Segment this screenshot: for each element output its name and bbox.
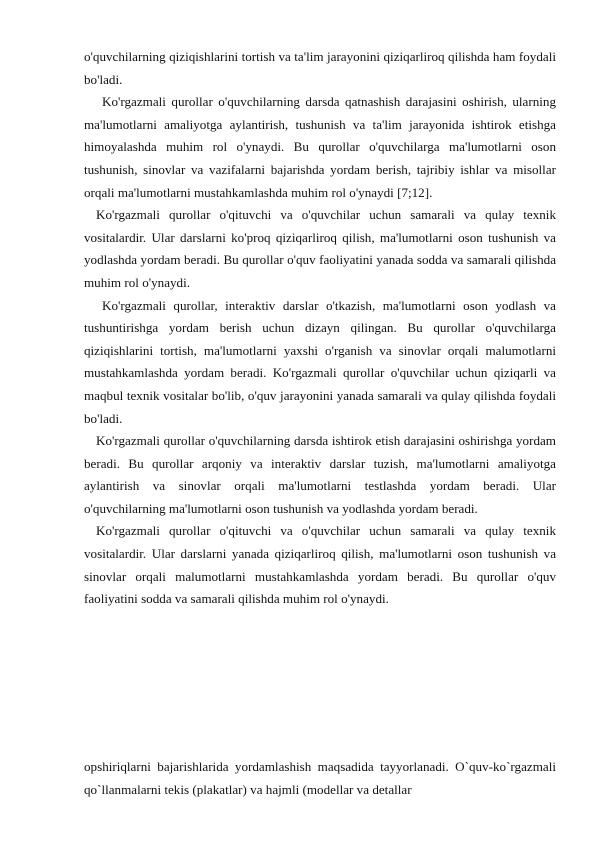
- paragraph-4: Ko'rgazmali qurollar, interaktiv darslar o'tkazish, ma'lumotlarni oson yodlash va tushuntirishga yordam berish uchun dizayn qilingan. Bu qurollar o'quvchilarga qiziqishlarini tortish, ma'lumotlarni yaxshi o'rganish va sinovlar orqali malumotlarni mustahkamlashda yordam beradi. Ko'rgazmali qurollar o'quvchilar uchun qiziqarli va maqbul texnik vositalar bo'lib, o'quv jarayonini yanada samarali va qulay qilishda foydali bo'ladi.: [84, 297, 556, 426]
- paragraph-1: o'quvchilarning qiziqishlarini tortish va ta'lim jarayonini qiziqarliroq qilishda ham foydali bo'ladi.: [84, 49, 556, 87]
- paragraph-3: Ko'rgazmali qurollar o'qituvchi va o'quvchilar uchun samarali va qulay texnik vositalardir. Ular darslarni ko'proq qiziqarliroq qilish, ma'lumotlarni oson tushunish va yodlashda yordam beradi. Bu qurollar o'quv faoliyatini yanada sodda va samarali qilishda muhim rol o'ynaydi.: [84, 207, 556, 290]
- paragraph-5: Ko'rgazmali qurollar o'quvchilarning darsda ishtirok etish darajasini oshirishga yordam beradi. Bu qurollar arqoniy va interaktiv darslar tuzish, ma'lumotlarni amaliyotga aylantirish va sinovlar orqali ma'lumotlarni testlashda yordam beradi. Ular o'quvchilarning ma'lumotlarni oson tushunish va yodlashda yordam beradi.: [84, 433, 556, 516]
- paragraph-continuation: opshiriqlarni bajarishlarida yordamlashish maqsadida tayyorlanadi. O`quv-ko`rgazmali qo`llanmalarni tekis (plakatlar) va hajmli (modellar va detallar: [84, 759, 556, 797]
- paragraph-6: Ko'rgazmali qurollar o'qituvchi va o'quvchilar uchun samarali va qulay texnik vositalardir. Ular darslarni yanada qiziqarliroq qilish, ma'lumotlarni oson tushunish va sinovlar orqali malumotlarni mustahkamlashda yordam beradi. Bu qurollar o'quv faoliyatini sodda va samarali qilishda muhim rol o'ynaydi.: [84, 523, 556, 607]
- continuation-text-block: [84, 756, 556, 801]
- main-text-block: [84, 46, 556, 611]
- paragraph-2: Ko'rgazmali qurollar o'quvchilarning darsda qatnashish darajasini oshirish, ularning ma'lumotlarni amaliyotga aylantirish, tushunish va ta'lim jarayonida ishtirok etishga himoyalashda muhim rol o'ynaydi. Bu qurollar o'quvchilarga ma'lumotlarni oson tushunish, sinovlar va vazifalarni bajarishda yordam berish, tajribiy ishlar va misollar orqali ma'lumotlarni mustahkamlashda muhim rol o'ynaydi [7;12].: [84, 94, 556, 200]
